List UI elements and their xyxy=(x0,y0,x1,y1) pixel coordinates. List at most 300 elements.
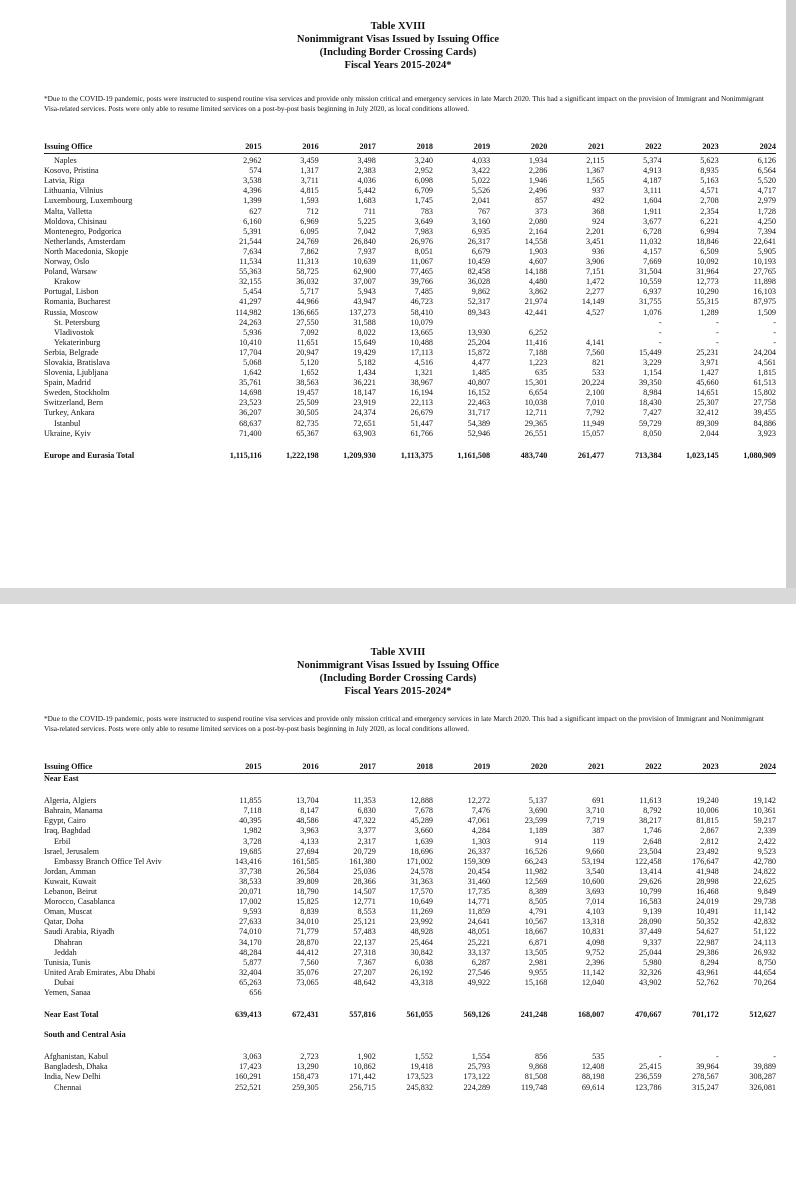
cell-value: 82,735 xyxy=(296,418,319,428)
title-line: (Including Border Crossing Cards) xyxy=(319,673,477,684)
cell-value: 5,905 xyxy=(757,246,776,256)
cell-value: 35,076 xyxy=(296,967,319,977)
cell-value: 3,923 xyxy=(757,428,776,438)
cell-value xyxy=(319,988,376,998)
table-row xyxy=(44,338,776,348)
cell-value: 38,217 xyxy=(639,816,662,826)
cell-value: 3,063 xyxy=(243,1052,262,1062)
table-row xyxy=(44,796,776,806)
title-line: Table XVIII xyxy=(370,647,426,658)
cell-value: 19,142 xyxy=(753,796,776,806)
cell-value: - xyxy=(773,317,776,327)
cell-value: - xyxy=(658,337,662,347)
cell-value: 2,981 xyxy=(528,957,548,967)
cell-value: 16,152 xyxy=(467,388,491,398)
cell-value: 7,367 xyxy=(357,957,376,967)
cell-value: 261,477 xyxy=(577,450,605,460)
cell-value: 373 xyxy=(535,206,548,216)
cell-value xyxy=(604,988,661,998)
table-row xyxy=(44,398,776,408)
cell-value: 1,485 xyxy=(471,368,491,378)
office-name: Europe and Eurasia Total xyxy=(44,450,135,460)
cell-value: 44,654 xyxy=(753,967,776,977)
cell-value: 245,832 xyxy=(406,1082,433,1092)
cell-value: 15,168 xyxy=(524,977,548,987)
cell-value: 10,006 xyxy=(696,806,719,816)
cell-value: 712 xyxy=(306,206,319,216)
cell-value: 51,447 xyxy=(410,418,433,428)
cell-value: 4,284 xyxy=(471,826,491,836)
cell-value xyxy=(376,988,433,998)
column-header: Issuing Office xyxy=(44,142,204,154)
cell-value: 574 xyxy=(249,166,262,176)
cell-value: 10,600 xyxy=(581,876,605,886)
cell-value: 11,142 xyxy=(753,907,776,917)
cell-value: 10,491 xyxy=(696,907,719,917)
cell-value: 1,076 xyxy=(643,307,662,317)
cell-value: 2,041 xyxy=(471,196,491,206)
cell-value: 39,766 xyxy=(410,277,433,287)
table-row xyxy=(44,176,776,186)
column-header: 2020 xyxy=(490,762,547,774)
cell-value: 16,468 xyxy=(696,887,719,897)
cell-value: 168,007 xyxy=(577,1010,605,1020)
cell-value: 3,540 xyxy=(586,866,605,876)
cell-value: 3,229 xyxy=(643,357,662,367)
cell-value: 713,384 xyxy=(634,450,662,460)
cell-value: 6,287 xyxy=(471,957,491,967)
cell-value: 23,504 xyxy=(639,846,662,856)
cell-value: 3,538 xyxy=(243,176,262,186)
table-row xyxy=(44,217,776,227)
cell-value: 3,240 xyxy=(414,156,433,166)
cell-value: 49,922 xyxy=(467,977,491,987)
table-row xyxy=(44,196,776,206)
cell-value: 41,948 xyxy=(696,866,719,876)
cell-value: 39,455 xyxy=(753,408,776,418)
cell-value: 27,765 xyxy=(753,267,776,277)
office-name: Sweden, Stockholm xyxy=(44,388,110,398)
cell-value: 9,523 xyxy=(757,846,776,856)
cell-value: 236,559 xyxy=(634,1072,662,1082)
cell-value: 24,374 xyxy=(353,408,376,418)
cell-value: 4,527 xyxy=(586,307,605,317)
table-row xyxy=(44,1062,776,1072)
cell-value: 12,040 xyxy=(581,977,605,987)
cell-value: 114,982 xyxy=(235,307,262,317)
cell-value: 241,248 xyxy=(520,1010,548,1020)
cell-value: 7,862 xyxy=(300,246,319,256)
cell-value: 3,693 xyxy=(586,887,605,897)
cell-value: 48,928 xyxy=(410,927,433,937)
cell-value xyxy=(662,988,719,998)
cell-value: 3,963 xyxy=(300,826,319,836)
cell-value: 81,815 xyxy=(696,816,719,826)
cell-value: 18,790 xyxy=(296,887,319,897)
cell-value: 2,867 xyxy=(700,826,719,836)
office-name: Malta, Valletta xyxy=(44,206,93,216)
office-name: Algeria, Algiers xyxy=(44,796,97,806)
cell-value: 7,188 xyxy=(528,347,548,357)
table-row xyxy=(44,186,776,196)
cell-value: 32,326 xyxy=(639,967,662,977)
cell-value: 32,404 xyxy=(239,967,262,977)
cell-value: 24,113 xyxy=(753,937,776,947)
cell-value: 8,935 xyxy=(700,166,719,176)
cell-value: 25,509 xyxy=(296,398,319,408)
cell-value: 81,508 xyxy=(524,1072,548,1082)
cell-value: 27,758 xyxy=(753,398,776,408)
cell-value: 4,103 xyxy=(586,907,605,917)
cell-value: - xyxy=(773,1052,776,1062)
cell-value: 3,728 xyxy=(243,836,262,846)
table-row xyxy=(44,826,776,836)
table-row xyxy=(44,907,776,917)
cell-value: 4,157 xyxy=(643,246,662,256)
cell-value: 51,122 xyxy=(753,927,776,937)
cell-value: 7,485 xyxy=(414,287,433,297)
office-name: Yekaterinburg xyxy=(54,337,101,347)
cell-value: 40,807 xyxy=(467,378,491,388)
cell-value: 17,113 xyxy=(410,347,433,357)
cell-value: 69,614 xyxy=(581,1082,605,1092)
cell-value: 39,889 xyxy=(753,1062,776,1072)
cell-value: 26,932 xyxy=(753,947,776,957)
cell-value: 12,888 xyxy=(410,796,433,806)
cell-value: 3,677 xyxy=(643,216,662,226)
cell-value: 63,903 xyxy=(353,428,376,438)
office-name: Bahrain, Manama xyxy=(44,806,103,816)
cell-value: 6,937 xyxy=(643,287,662,297)
visa-table-europe xyxy=(44,142,776,461)
cell-value: 58,725 xyxy=(296,267,319,277)
cell-value: 5,225 xyxy=(357,216,376,226)
cell-value: 6,509 xyxy=(700,246,719,256)
cell-value: 8,984 xyxy=(643,388,662,398)
cell-value xyxy=(433,988,490,998)
cell-value: 483,740 xyxy=(520,450,548,460)
cell-value: 54,389 xyxy=(467,418,491,428)
cell-value: 5,980 xyxy=(643,957,662,967)
cell-value: 6,095 xyxy=(300,226,319,236)
cell-value: 43,961 xyxy=(696,967,719,977)
cell-value: 5,182 xyxy=(357,357,376,367)
cell-value: 89,343 xyxy=(467,307,491,317)
table-row xyxy=(44,328,776,338)
cell-value: 34,170 xyxy=(239,937,262,947)
office-name: Tunisia, Tunis xyxy=(44,957,91,967)
cell-value: 259,305 xyxy=(292,1082,319,1092)
cell-value: 7,719 xyxy=(586,816,605,826)
cell-value: 39,964 xyxy=(696,1062,719,1072)
cell-value: 11,032 xyxy=(639,236,662,246)
cell-value: 12,569 xyxy=(524,876,548,886)
cell-value: 1,683 xyxy=(357,196,376,206)
page-1 xyxy=(0,0,796,588)
cell-value: 36,221 xyxy=(353,378,376,388)
cell-value: 4,571 xyxy=(700,186,719,196)
cell-value: 5,520 xyxy=(757,176,776,186)
title-line: (Including Border Crossing Cards) xyxy=(319,47,477,58)
cell-value: 6,564 xyxy=(757,166,776,176)
cell-value: 22,625 xyxy=(753,876,776,886)
cell-value: 15,057 xyxy=(581,428,605,438)
cell-value: 13,505 xyxy=(524,947,548,957)
cell-value: 1,189 xyxy=(528,826,548,836)
cell-value: 173,523 xyxy=(406,1072,433,1082)
cell-value: 11,353 xyxy=(353,796,376,806)
cell-value: 7,560 xyxy=(586,347,605,357)
cell-value: 3,111 xyxy=(643,186,662,196)
cell-value: 3,710 xyxy=(586,806,605,816)
cell-value: 25,415 xyxy=(639,1062,662,1072)
cell-value: 20,947 xyxy=(296,347,319,357)
cell-value: 6,038 xyxy=(414,957,433,967)
cell-value: 119,748 xyxy=(520,1082,548,1092)
cell-value: 3,690 xyxy=(528,806,548,816)
cell-value: 55,315 xyxy=(696,297,719,307)
cell-value: 2,962 xyxy=(243,156,262,166)
cell-value: 59,729 xyxy=(639,418,662,428)
office-name: Oman, Muscat xyxy=(44,907,93,917)
cell-value: - xyxy=(715,327,719,337)
column-header: 2017 xyxy=(319,142,376,154)
cell-value: 35,761 xyxy=(239,378,262,388)
cell-value: 26,317 xyxy=(467,236,491,246)
cell-value: 6,160 xyxy=(243,216,262,226)
cell-value: 2,044 xyxy=(700,428,719,438)
table-row xyxy=(44,927,776,937)
cell-value xyxy=(547,318,604,328)
cell-value: 161,585 xyxy=(292,856,319,866)
total-row xyxy=(44,451,776,461)
cell-value: 2,115 xyxy=(586,156,605,166)
office-name: Slovenia, Ljubljana xyxy=(44,368,109,378)
cell-value: 256,715 xyxy=(349,1082,376,1092)
cell-value: 3,160 xyxy=(471,216,491,226)
cell-value: 46,723 xyxy=(410,297,433,307)
cell-value: 47,061 xyxy=(467,816,491,826)
cell-value: 27,694 xyxy=(296,846,319,856)
cell-value: 4,717 xyxy=(757,186,776,196)
section-heading: Near East xyxy=(44,774,79,784)
cell-value: 44,966 xyxy=(296,297,319,307)
cell-value: 11,651 xyxy=(296,337,319,347)
cell-value: 14,651 xyxy=(696,388,719,398)
cell-value: 1,604 xyxy=(643,196,662,206)
cell-value: 10,488 xyxy=(410,337,433,347)
office-name: Slovakia, Bratislava xyxy=(44,357,110,367)
cell-value: 19,457 xyxy=(296,388,319,398)
cell-value: 137,273 xyxy=(349,307,376,317)
cell-value: 4,036 xyxy=(357,176,376,186)
cell-value: 711 xyxy=(363,206,376,216)
cell-value: 10,193 xyxy=(753,257,776,267)
cell-value: 1,652 xyxy=(300,368,319,378)
cell-value: 173,122 xyxy=(463,1072,491,1082)
cell-value: 71,779 xyxy=(296,927,319,937)
cell-value: 561,055 xyxy=(406,1010,433,1020)
cell-value: 11,142 xyxy=(582,967,605,977)
cell-value: 62,900 xyxy=(353,267,376,277)
cell-value: 315,247 xyxy=(692,1082,719,1092)
table-row xyxy=(44,867,776,877)
cell-value: 8,792 xyxy=(643,806,662,816)
cell-value: 1,746 xyxy=(643,826,662,836)
cell-value: 10,459 xyxy=(467,257,491,267)
cell-value: 17,002 xyxy=(239,897,262,907)
office-name: Saudi Arabia, Riyadh xyxy=(44,927,115,937)
cell-value: 23,492 xyxy=(696,846,719,856)
cell-value: 4,141 xyxy=(586,337,605,347)
column-header: Issuing Office xyxy=(44,762,204,774)
cell-value: 15,649 xyxy=(353,337,376,347)
cell-value: 1,509 xyxy=(757,307,776,317)
cell-value: 627 xyxy=(249,206,262,216)
cell-value: 1,289 xyxy=(700,307,719,317)
column-header: 2022 xyxy=(604,142,661,154)
cell-value: 31,363 xyxy=(410,876,433,886)
cell-value: 32,412 xyxy=(696,408,719,418)
cell-value: 30,505 xyxy=(296,408,319,418)
table-row xyxy=(44,988,776,998)
cell-value: 4,480 xyxy=(528,277,548,287)
table-row xyxy=(44,308,776,318)
cell-value: 18,846 xyxy=(696,236,719,246)
cell-value: 2,080 xyxy=(528,216,548,226)
table-row xyxy=(44,1052,776,1062)
cell-value: 857 xyxy=(535,196,548,206)
cell-value xyxy=(262,988,319,998)
cell-value: 5,526 xyxy=(471,186,491,196)
cell-value: 1,023,145 xyxy=(685,450,719,460)
cell-value: 12,272 xyxy=(467,796,491,806)
cell-value: 58,410 xyxy=(410,307,433,317)
cell-value: 24,019 xyxy=(696,897,719,907)
cell-value: 20,071 xyxy=(239,887,262,897)
cell-value: 10,639 xyxy=(353,257,376,267)
table-row xyxy=(44,368,776,378)
cell-value: 22,113 xyxy=(410,398,433,408)
cell-value: 23,523 xyxy=(239,398,262,408)
office-name: Istanbul xyxy=(54,418,81,428)
table-row xyxy=(44,318,776,328)
cell-value: 3,711 xyxy=(300,176,319,186)
column-header: 2024 xyxy=(719,142,776,154)
cell-value: 19,429 xyxy=(353,347,376,357)
cell-value: 66,243 xyxy=(524,856,548,866)
cell-value: 5,391 xyxy=(243,226,262,236)
cell-value: 30,842 xyxy=(410,947,433,957)
cell-value: 3,498 xyxy=(357,156,376,166)
office-name: Moldova, Chisinau xyxy=(44,216,107,226)
cell-value: 7,476 xyxy=(471,806,491,816)
cell-value: 7,792 xyxy=(586,408,605,418)
cell-value: 7,042 xyxy=(357,226,376,236)
cell-value: 1,642 xyxy=(243,368,262,378)
cell-value: 41,297 xyxy=(239,297,262,307)
cell-value: 48,051 xyxy=(467,927,491,937)
cell-value: 43,947 xyxy=(353,297,376,307)
office-name: Israel, Jerusalem xyxy=(44,846,100,856)
cell-value: 10,559 xyxy=(639,277,662,287)
table-row xyxy=(44,978,776,988)
table-row xyxy=(44,378,776,388)
cell-value: 26,976 xyxy=(410,236,433,246)
cell-value: 9,955 xyxy=(528,967,548,977)
cell-value: 3,377 xyxy=(357,826,376,836)
cell-value: 31,504 xyxy=(639,267,662,277)
cell-value: 77,465 xyxy=(410,267,433,277)
cell-value: 31,588 xyxy=(353,317,376,327)
cell-value: 14,188 xyxy=(524,267,548,277)
cell-value: 1,080,909 xyxy=(743,450,776,460)
cell-value: 50,352 xyxy=(696,917,719,927)
cell-value: 5,936 xyxy=(243,327,262,337)
cell-value: 10,038 xyxy=(524,398,548,408)
cell-value: 2,723 xyxy=(300,1052,319,1062)
cell-value: 82,458 xyxy=(467,267,491,277)
cell-value: 5,943 xyxy=(357,287,376,297)
cell-value: 33,137 xyxy=(467,947,491,957)
cell-value: 2,952 xyxy=(414,166,433,176)
cell-value: 161,380 xyxy=(349,856,376,866)
office-name: Bangladesh, Dhaka xyxy=(44,1062,108,1072)
cell-value: 8,389 xyxy=(528,887,548,897)
cell-value: 160,291 xyxy=(234,1072,262,1082)
cell-value: 3,422 xyxy=(471,166,491,176)
office-name: Russia, Moscow xyxy=(44,307,99,317)
cell-value: 74,010 xyxy=(239,927,262,937)
cell-value: 21,544 xyxy=(239,236,262,246)
cell-value: 7,983 xyxy=(414,226,433,236)
cell-value: 2,164 xyxy=(528,226,548,236)
cell-value: 38,967 xyxy=(410,378,433,388)
cell-value: 31,755 xyxy=(639,297,662,307)
cell-value: 25,231 xyxy=(696,347,719,357)
office-name: Romania, Bucharest xyxy=(44,297,111,307)
cell-value: 10,361 xyxy=(753,806,776,816)
cell-value: 42,832 xyxy=(753,917,776,927)
office-name: Krakow xyxy=(54,277,81,287)
cell-value: 36,032 xyxy=(296,277,319,287)
cell-value: 28,998 xyxy=(696,876,719,886)
cell-value: 68,637 xyxy=(239,418,262,428)
office-name: Erbil xyxy=(54,836,71,846)
column-header: 2018 xyxy=(376,142,433,154)
cell-value: 36,207 xyxy=(239,408,262,418)
cell-value: 2,708 xyxy=(700,196,719,206)
cell-value: 19,685 xyxy=(239,846,262,856)
office-name: Ukraine, Kyiv xyxy=(44,428,91,438)
cell-value: 557,816 xyxy=(349,1010,376,1020)
visa-table-neareast xyxy=(44,762,776,1093)
cell-value: 5,623 xyxy=(700,156,719,166)
cell-value: 25,307 xyxy=(696,398,719,408)
scrollbar-track[interactable] xyxy=(786,0,796,588)
table-row xyxy=(44,897,776,907)
cell-value: 24,822 xyxy=(753,866,776,876)
cell-value: 635 xyxy=(535,368,548,378)
cell-value: 1,815 xyxy=(757,368,776,378)
cell-value: 1,115,116 xyxy=(229,450,262,460)
cell-value: 12,773 xyxy=(696,277,719,287)
office-name: Montenegro, Podgorica xyxy=(44,226,122,236)
cell-value: 27,633 xyxy=(239,917,262,927)
cell-value: 23,599 xyxy=(524,816,548,826)
cell-value: 9,849 xyxy=(757,887,776,897)
cell-value: 27,546 xyxy=(467,967,491,977)
